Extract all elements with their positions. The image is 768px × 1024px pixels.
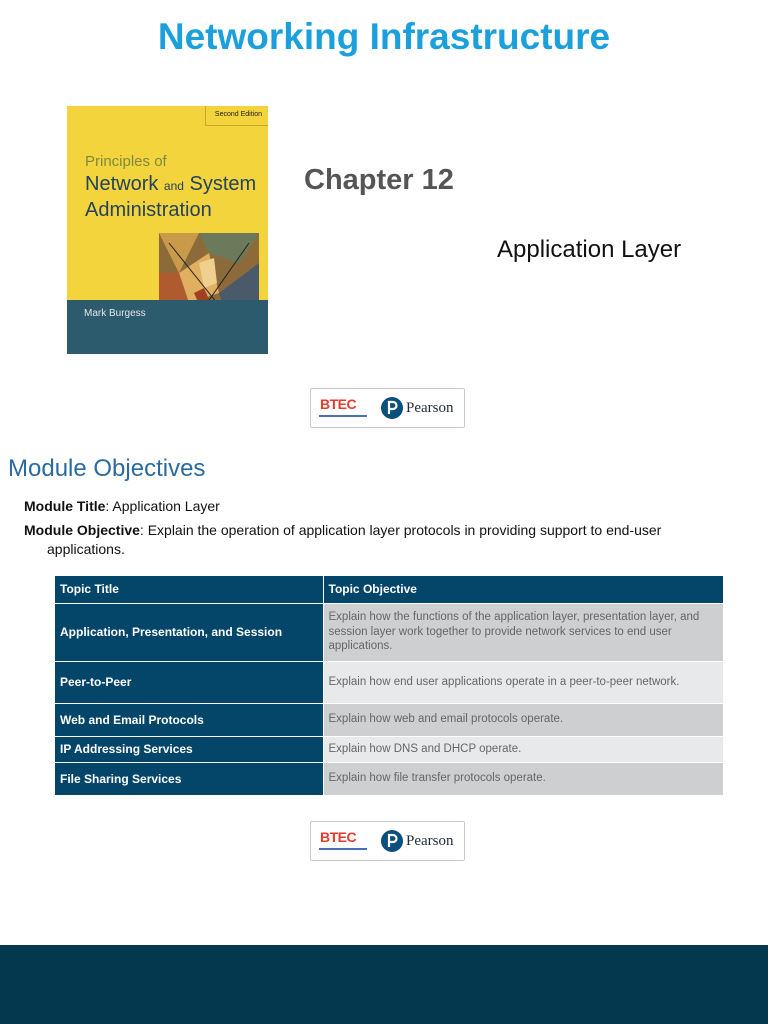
page-title: Networking Infrastructure bbox=[157, 16, 611, 57]
module-title-value: : Application Layer bbox=[105, 498, 220, 514]
header-topic-title: Topic Title bbox=[55, 576, 323, 603]
topic-title-cell: IP Addressing Services bbox=[55, 736, 323, 762]
edition-strip bbox=[205, 106, 268, 126]
btec-pearson-logo bbox=[310, 388, 465, 428]
table-row bbox=[55, 736, 723, 762]
topic-objective-cell: Explain how the functions of the application layer, presentation layer, and session layer work together to provide network services to end user applications. bbox=[323, 603, 723, 661]
book-title-line1: Principles of bbox=[85, 153, 167, 170]
book-author: Mark Burgess bbox=[84, 308, 146, 319]
footer-band bbox=[0, 945, 768, 1024]
topic-title-cell: Web and Email Protocols bbox=[55, 703, 323, 736]
btec-tagline-icon bbox=[319, 848, 367, 851]
pearson-logo-text: Pearson bbox=[406, 833, 454, 849]
topic-objective-cell: Explain how file transfer protocols operate. bbox=[323, 762, 723, 795]
btec-pearson-logo bbox=[310, 821, 465, 861]
btec-logo-text: BTEC bbox=[320, 396, 357, 412]
topic-objective-cell: Explain how web and email protocols operate. bbox=[323, 703, 723, 736]
btec-tagline-icon bbox=[319, 415, 367, 418]
table-row bbox=[55, 762, 723, 795]
module-objective-label: Module Objective bbox=[24, 522, 140, 538]
module-objective-value: : Explain the operation of application layer protocols in providing support to end-user bbox=[139, 522, 662, 538]
module-objective-line bbox=[24, 522, 661, 538]
book-cover-image bbox=[67, 106, 268, 354]
table-header-row bbox=[55, 576, 723, 603]
book-title-line2 bbox=[85, 173, 256, 196]
module-title-line bbox=[24, 498, 220, 514]
book-title-word: and bbox=[163, 179, 184, 193]
topic-title-cell: Peer-to-Peer bbox=[55, 661, 323, 703]
book-title-line3: Administration bbox=[85, 199, 212, 221]
book-title-word: System bbox=[189, 173, 257, 195]
topic-title-cell: Application, Presentation, and Session bbox=[55, 603, 323, 661]
table-row bbox=[55, 661, 723, 703]
book-title-word: Network bbox=[85, 173, 159, 195]
btec-logo-text: BTEC bbox=[320, 829, 357, 845]
topic-title-cell: File Sharing Services bbox=[55, 762, 323, 795]
topic-objective-cell: Explain how end user applications operate in a peer-to-peer network. bbox=[323, 661, 723, 703]
chapter-subtitle: Application Layer bbox=[497, 236, 682, 263]
pearson-logo-icon bbox=[381, 830, 403, 852]
table-row bbox=[55, 703, 723, 736]
topics-table bbox=[55, 576, 724, 796]
table-row bbox=[55, 603, 723, 661]
chapter-heading: Chapter 12 bbox=[304, 164, 454, 196]
topic-objective-cell: Explain how DNS and DHCP operate. bbox=[323, 736, 723, 762]
section-heading: Module Objectives bbox=[8, 455, 206, 482]
module-objective-continuation: applications. bbox=[47, 541, 125, 557]
pearson-logo-icon bbox=[381, 397, 403, 419]
pearson-logo-text: Pearson bbox=[406, 400, 454, 416]
module-title-label: Module Title bbox=[24, 498, 106, 514]
header-topic-objective: Topic Objective bbox=[323, 576, 723, 603]
book-edition: Second Edition bbox=[214, 111, 262, 118]
